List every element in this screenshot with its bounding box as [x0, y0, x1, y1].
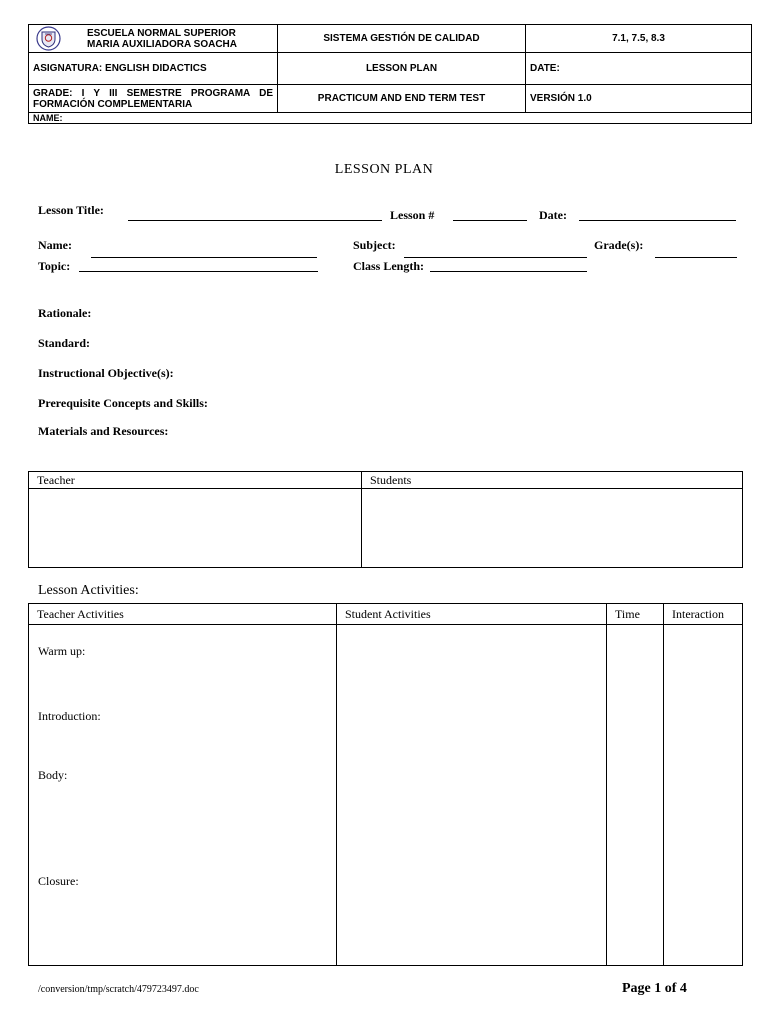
class-length-label: Class Length:	[353, 259, 425, 273]
name-field[interactable]	[91, 257, 317, 258]
codes-cell: 7.1, 7.5, 8.3	[526, 25, 752, 53]
student-activities-header: Student Activities	[337, 604, 607, 625]
lesson-title-field[interactable]	[128, 220, 382, 221]
student-activities-cell[interactable]	[337, 625, 607, 966]
class-length-field[interactable]	[430, 271, 587, 272]
subject-field[interactable]	[404, 257, 587, 258]
teacher-cell[interactable]	[29, 489, 362, 568]
school-crest-icon	[36, 26, 61, 51]
grades-field[interactable]	[655, 257, 737, 258]
subject-label: Subject:	[353, 238, 396, 252]
test-cell: PRACTICUM AND END TERM TEST	[278, 85, 526, 113]
grades-label: Grade(s):	[594, 238, 644, 252]
name-cell: NAME:	[29, 113, 752, 124]
lesson-number-field[interactable]	[453, 220, 527, 221]
footer-page-number: Page 1 of 4	[622, 981, 687, 996]
prerequisites-label: Prerequisite Concepts and Skills:	[38, 396, 208, 410]
students-cell[interactable]	[362, 489, 743, 568]
warm-up-label: Warm up:	[38, 644, 86, 658]
doc-type-cell: LESSON PLAN	[278, 53, 526, 85]
teacher-activities-cell[interactable]	[29, 625, 337, 966]
version-cell: VERSIÓN 1.0	[526, 85, 752, 113]
lesson-title-label: Lesson Title:	[38, 203, 104, 217]
interaction-header: Interaction	[664, 604, 743, 625]
quality-system-cell: SISTEMA GESTIÓN DE CALIDAD	[278, 25, 526, 53]
body-label: Body:	[38, 768, 68, 782]
lesson-activities-caption: Lesson Activities:	[38, 583, 139, 598]
time-cell[interactable]	[607, 625, 664, 966]
name-label: Name:	[38, 238, 72, 252]
students-header: Students	[362, 472, 743, 489]
grade-cell: GRADE: I Y III SEMESTRE PROGRAMA DE FORMACIÓN COMPLEMENTARIA	[29, 85, 278, 113]
document-header-table	[28, 24, 752, 124]
lesson-number-label: Lesson #	[390, 208, 435, 222]
date-label: Date:	[539, 208, 567, 222]
rationale-label: Rationale:	[38, 306, 92, 320]
teacher-activities-header: Teacher Activities	[29, 604, 337, 625]
date-field[interactable]	[579, 220, 736, 221]
page-title: LESSON PLAN	[334, 162, 434, 177]
school-name-line2: MARIA AUXILIADORA SOACHA	[87, 38, 237, 50]
date-cell: DATE:	[526, 53, 752, 85]
objectives-label: Instructional Objective(s):	[38, 366, 174, 380]
school-name-cell	[29, 25, 278, 53]
standard-label: Standard:	[38, 336, 91, 350]
topic-label: Topic:	[38, 259, 71, 273]
school-name-line1: ESCUELA NORMAL SUPERIOR	[87, 27, 236, 39]
teacher-students-table	[28, 471, 743, 568]
topic-field[interactable]	[79, 271, 318, 272]
teacher-header: Teacher	[29, 472, 362, 489]
introduction-label: Introduction:	[38, 709, 101, 723]
closure-label: Closure:	[38, 874, 79, 888]
lesson-activities-table	[28, 603, 743, 966]
interaction-cell[interactable]	[664, 625, 743, 966]
subject-cell: ASIGNATURA: ENGLISH DIDACTICS	[29, 53, 278, 85]
materials-label: Materials and Resources:	[38, 424, 169, 438]
footer-file-path: /conversion/tmp/scratch/479723497.doc	[38, 984, 199, 995]
time-header: Time	[607, 604, 664, 625]
